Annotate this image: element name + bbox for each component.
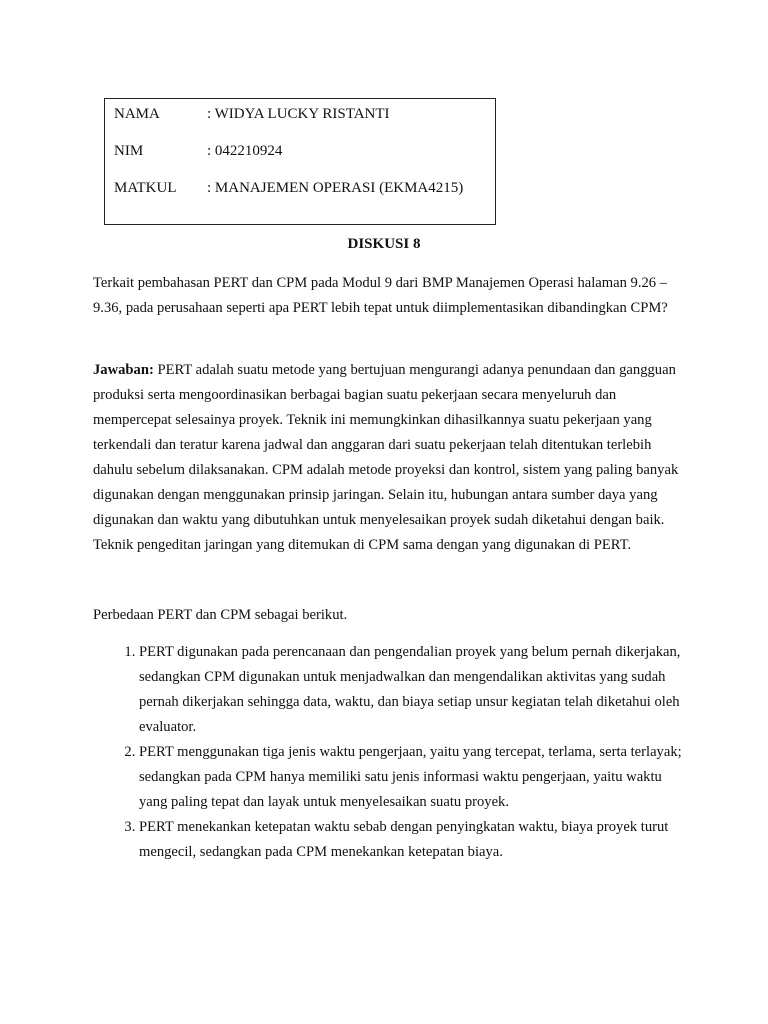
answer-paragraph — [93, 358, 683, 558]
list-item: 1. PERT digunakan pada perencanaan dan pengendalian proyek yang belum pernah dikerjakan, sedangkan CPM digunakan untuk menjadwalkan dan mengendalikan aktivitas yang sudah pernah dikerjakan sehingga data, waktu, dan biaya setiap unsur kegiatan telah diketahui oleh evaluator. — [139, 640, 683, 740]
document-title: DISKUSI 8 — [347, 236, 421, 252]
course-value: : MANAJEMEN OPERASI (EKMA4215) — [207, 180, 464, 196]
nim-value: : 042210924 — [207, 143, 283, 159]
list-item: 2. PERT menggunakan tiga jenis waktu pengerjaan, yaitu yang tercepat, terlama, serta terlayak; sedangkan pada CPM hanya memiliki satu jenis informasi waktu pengerjaan, yaitu waktu yang paling tepat dan layak untuk menyelesaikan suatu proyek. — [139, 740, 683, 815]
list-item: 3. PERT menekankan ketepatan waktu sebab dengan penyingkatan waktu, biaya proyek turut mengecil, sedangkan pada CPM menekankan ketepatan biaya. — [139, 815, 683, 865]
name-label: NAMA — [114, 106, 160, 122]
question-paragraph: Terkait pembahasan PERT dan CPM pada Modul 9 dari BMP Manajemen Operasi halaman 9.26 – 9.36, pada perusahaan seperti apa PERT lebih tepat untuk diimplementasikan dibandingkan CPM? — [93, 275, 668, 316]
student-identity-box — [104, 98, 496, 225]
answer-label: Jawaban: — [93, 362, 154, 378]
differences-list — [93, 640, 683, 865]
answer-text: PERT adalah suatu metode yang bertujuan mengurangi adanya penundaan dan gangguan produksi serta mengoordinasikan berbagai bagian suatu pekerjaan secara menyeluruh dan mempercepat selesainya proyek. Teknik ini memungkinkan dihasilkannya suatu pekerjaan yang terkendali dan teratur karena jadwal dan anggaran dari suatu pekerjaan telah ditentukan terlebih dahulu sebelum dilaksanakan. CPM adalah metode proyeksi dan kontrol, sistem yang paling banyak digunakan dengan menggunakan prinsip jaringan. Selain itu, hubungan antara sumber daya yang digunakan dan waktu yang dibutuhkan untuk menyelesaikan proyek sudah diketahui dengan baik. Teknik pengeditan jaringan yang ditemukan di CPM sama dengan yang digunakan di PERT. — [93, 362, 679, 553]
name-value: : WIDYA LUCKY RISTANTI — [207, 106, 390, 122]
differences-intro: Perbedaan PERT dan CPM sebagai berikut. — [93, 607, 348, 623]
course-label: MATKUL — [114, 180, 177, 196]
nim-label: NIM — [114, 143, 144, 159]
